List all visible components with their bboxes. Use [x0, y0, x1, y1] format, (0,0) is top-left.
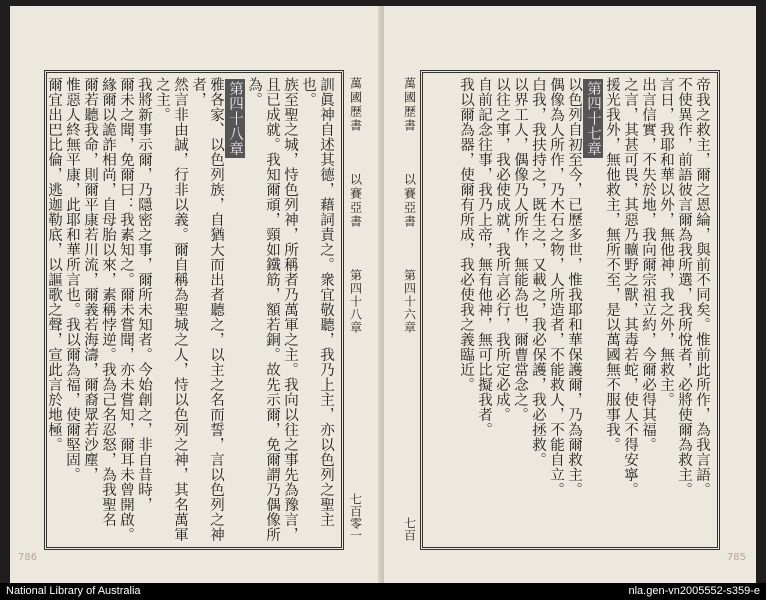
right-column: 偶像為人所作，乃木石之物，人所造者，不能救人，不能自立。 — [548, 77, 564, 497]
left-column: 雅各家、以色列族，自猶大而出者聽之，以主之名而誓，言以色列之神者， — [190, 77, 224, 542]
left-text-frame — [44, 70, 363, 550]
right-column: 以界工人，偶像乃人所作，無能為也，爾曹當念之。 — [512, 77, 528, 422]
right-stamped-page-number: 785 — [726, 552, 746, 563]
right-margin-column — [401, 73, 419, 547]
right-column: 帝我之救主，爾之恩綸，與前不同矣。惟前此所作，為我言語。 — [694, 77, 710, 497]
right-column: 援光我外，無他救主，無所不至，是以萬國無不服事我。 — [604, 77, 620, 452]
right-column: 白我，我扶持之，既生之，又載之，我必保護，我必拯救。 — [530, 77, 546, 467]
left-page — [10, 6, 382, 583]
footer-bar — [0, 583, 766, 600]
left-column: 然言非由誠，行非以義。爾自稱為聖城之人，恃以色列之神，其名萬軍之主。 — [154, 77, 188, 542]
right-column: 不使異作，前語彼言爾為我所選，我所悅者，必將使爾為救主。 — [676, 77, 692, 497]
left-margin-column — [347, 73, 365, 547]
margin-title: 萬國歷書 — [348, 77, 363, 133]
left-column: 訓眞神自述其德，藉詞責之。衆宜敬聽，我乃上主，亦以色列之聖主也。 — [300, 77, 334, 527]
margin-page-number: 七百零一 — [348, 493, 363, 541]
margin-title: 萬國歷書 — [402, 77, 417, 133]
margin-chapter: 第四十八章 — [348, 269, 363, 334]
right-body-text — [429, 77, 711, 543]
left-column: 爾若聽我命，則爾平康若川流，爾義若海濤，爾裔眾若沙塵， — [82, 77, 98, 482]
right-column: 自前記念往事，我乃上帝，無有他神，無可比擬我者。 — [476, 77, 492, 437]
left-stamped-page-number: 786 — [18, 552, 38, 563]
right-column: 我以爾為器，使爾有所成，我必使我之義臨近。 — [458, 77, 474, 392]
library-credit: National Library of Australia — [6, 585, 141, 597]
right-column: 言日，我耶和華以外，無他神，我之外，無救主。 — [658, 77, 674, 407]
left-column: 族至聖之城，恃色列神，所稱者乃萬軍之主。我向以往之事先為豫言， — [282, 77, 298, 542]
left-column: 爾宜出巴比倫，逃迦勒底，以謳歌之聲，宣此言於地極。 — [46, 77, 62, 452]
left-body-text — [46, 77, 335, 543]
right-text-frame — [402, 70, 720, 550]
image-identifier: nla.gen-vn2005552-s359-e — [628, 585, 760, 597]
left-column: 緣爾以詭詐相尚，自母胎以來，素稱悖逆。我為己名忍怒，為我聖名 — [100, 77, 116, 527]
margin-book: 以賽亞書 — [402, 173, 417, 229]
left-column: 且已成就。我知爾頑，頸如鐵筋，額若銅。故先示爾，免爾謂乃偶像所為。 — [246, 77, 280, 542]
left-column: 惟惡人終無平康，此耶和華所言也。我以爾為福，使爾堅固。 — [64, 77, 80, 482]
right-column: 以往之事，我必使成就，我所言必行，我所定必成。 — [494, 77, 510, 422]
margin-chapter: 第四十六章 — [402, 269, 417, 334]
left-column: 我將新事示爾，乃隱密之事，爾所未知者。今始創之，非自昔時， — [136, 77, 152, 512]
right-page — [384, 6, 756, 583]
chapter-heading: 第四十七章 — [585, 81, 601, 156]
right-column: 出言信實，不失於地，我向爾宗祖立約，今爾必得其福。 — [640, 77, 656, 452]
left-column: 爾未之聞，免爾曰：我素知之。爾未嘗聞，亦未嘗知，爾耳未曾開啟。 — [118, 77, 134, 542]
chapter-heading: 第四十八章 — [227, 81, 243, 156]
right-column: 之言，其甚可畏，其惡乃曠野之獸，其毒若蛇，使人不得安寧。 — [622, 77, 638, 497]
margin-book: 以賽亞書 — [348, 173, 363, 229]
margin-page-number: 七百 — [402, 517, 417, 541]
right-column: 以色列自初至今，已歷多世，惟我耶和華保護爾，乃為爾救主。 — [566, 77, 582, 497]
